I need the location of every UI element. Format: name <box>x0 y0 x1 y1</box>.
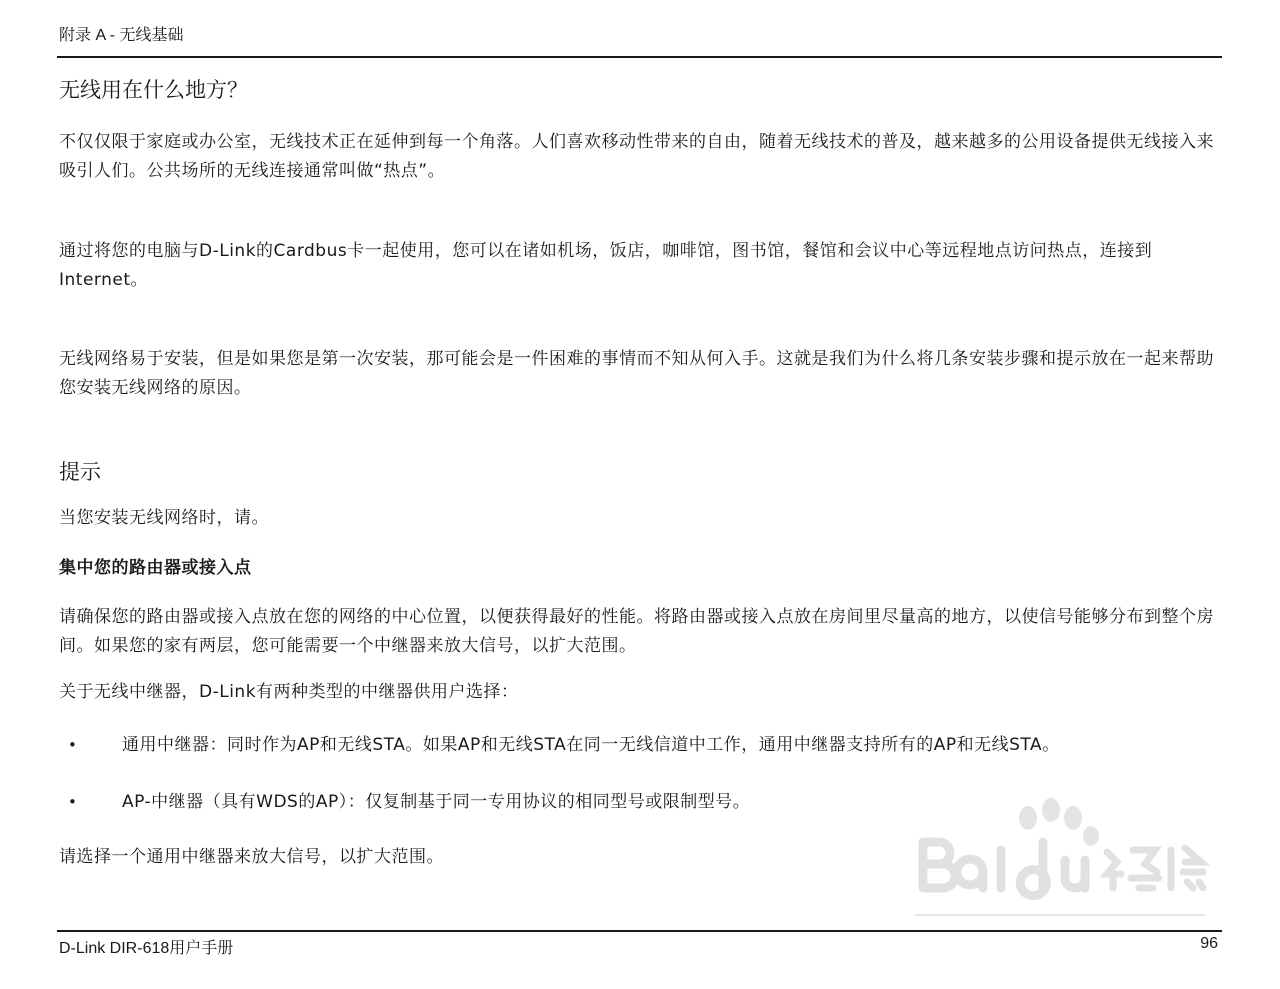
paragraph-router-placement: 请确保您的路由器或接入点放在您的网络的中心位置，以便获得最好的性能。将路由器或接入点放在房间里尽量高的地方，以使信号能够分布到整个房间。如果您的家有两层，您可能需要一个中继器来放大信号，以扩大范围。 <box>59 607 1214 656</box>
tips-heading: 提示 <box>59 460 101 484</box>
baidu-paw-icon <box>1019 798 1099 846</box>
bullet-item-ap-repeater: AP-中继器（具有WDS的AP）：仅复制基于同一专用协议的相同型号或限制型号。 <box>122 792 751 812</box>
tips-intro: 当您安装无线网络时，请。 <box>59 508 269 528</box>
paragraph-repeater-types: 关于无线中继器，D-Link有两种类型的中继器供用户选择： <box>59 682 519 702</box>
paragraph-hotspots: 不仅仅限于家庭或办公室，无线技术正在延伸到每一个角落。人们喜欢移动性带来的自由，随着无线技术的普及，越来越多的公用设备提供无线接入来吸引人们。公共场所的无线连接通常叫做“热点”。 <box>59 132 1214 181</box>
paragraph-cardbus: 通过将您的电脑与D-Link的Cardbus卡一起使用，您可以在诸如机场，饭店，咖啡馆，图书馆，餐馆和会议中心等远程地点访问热点，连接到Internet。 <box>59 241 1153 290</box>
paragraph-install: 无线网络易于安装，但是如果您是第一次安装，那可能会是一件困难的事情而不知从何入手。这就是我们为什么将几条安装步骤和提示放在一起来帮助您安装无线网络的原因。 <box>59 349 1214 398</box>
bullet-item-universal-repeater: 通用中继器：同时作为AP和无线STA。如果AP和无线STA在同一无线信道中工作，通用中继器支持所有的AP和无线STA。 <box>122 735 1060 755</box>
tips-subheading: 集中您的路由器或接入点 <box>59 558 252 578</box>
paragraph-closing: 请选择一个通用中继器来放大信号，以扩大范围。 <box>59 847 444 867</box>
header-divider <box>57 56 1222 58</box>
baidu-jingyan-watermark <box>895 790 1225 940</box>
footer-manual-title: D-Link DIR-618用户手册 <box>59 940 234 957</box>
bullet-marker: • <box>68 736 77 754</box>
page-header-title: 附录 A - 无线基础 <box>59 27 184 44</box>
section-heading: 无线用在什么地方？ <box>59 78 248 102</box>
page-number: 96 <box>1200 935 1218 952</box>
bullet-marker: • <box>68 793 77 811</box>
footer-divider <box>57 930 1222 932</box>
